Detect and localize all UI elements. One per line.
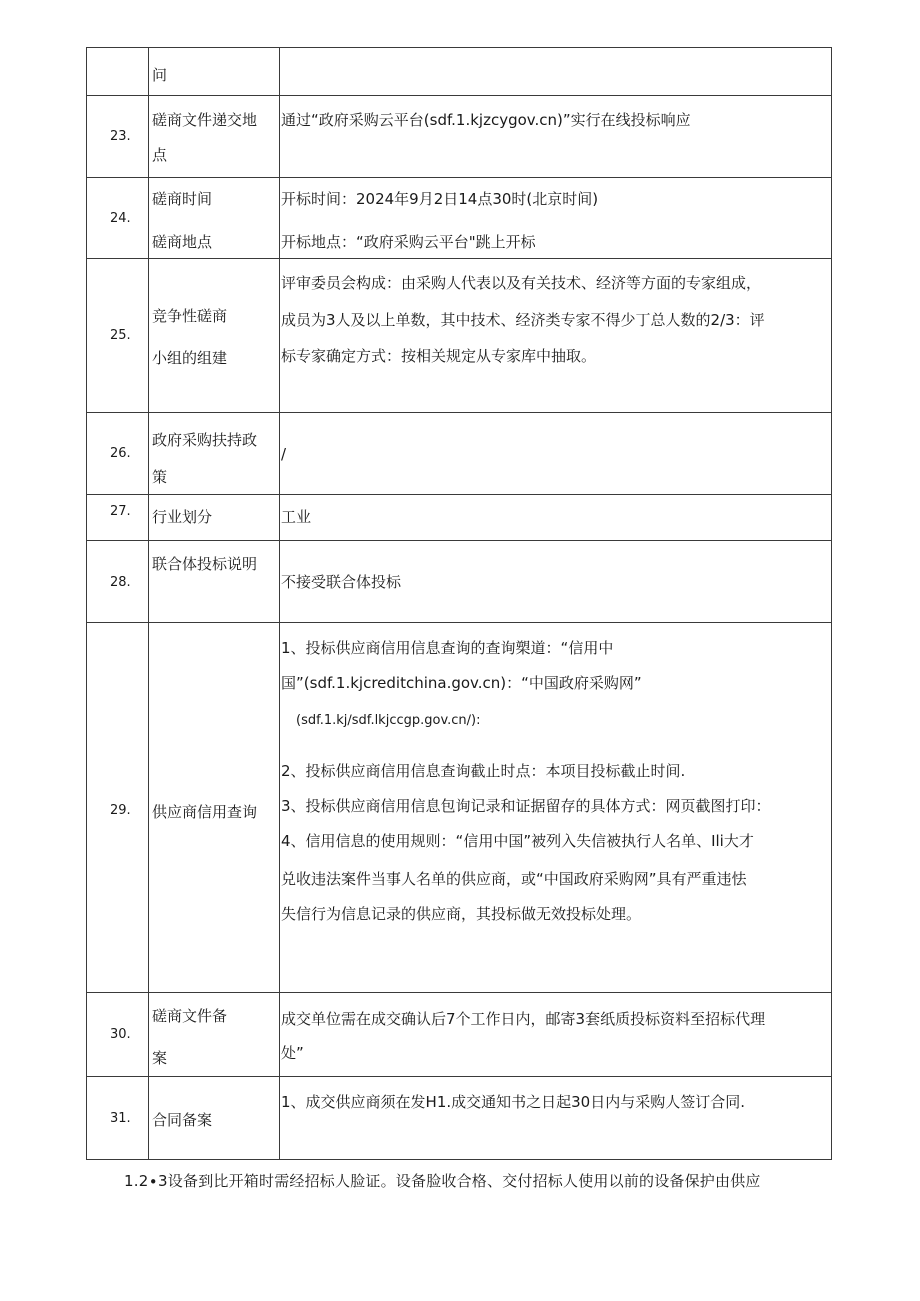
table-row: [87, 623, 832, 993]
row-number: 23.: [87, 96, 149, 178]
row-label: 供应商信用查询: [149, 623, 280, 993]
row-label: 磋商文件备 案: [149, 993, 280, 1077]
row-number: 30.: [87, 993, 149, 1077]
row-content: 1、成交供应商须在发H1.成交通知书之日起30日内与采购人签订合同.: [280, 1077, 832, 1160]
row-label: 行业划分: [149, 495, 280, 541]
row-content: 工业: [280, 495, 832, 541]
row-content: [280, 48, 832, 96]
row-number: 24.: [87, 178, 149, 259]
row-content: /: [280, 413, 832, 495]
table-row: [87, 48, 832, 96]
table-row: [87, 259, 832, 413]
row-label: 政府采购扶持政 策: [149, 413, 280, 495]
table-row: [87, 1077, 832, 1160]
footer-paragraph: 1.2∙3设备到比开箱时需经招标人脸证。设备脸收合格、交付招标人使用以前的设备保护由供应: [124, 1172, 761, 1190]
row-content: 不接受联合体投标: [280, 541, 832, 623]
row-content: 1、投标供应商信用信息查询的查询槊道：“信用中 国”(sdf.1.kjcreditchina.gov.cn)：“中国政府采购网” (sdf.1.kj∕sdf.lkjccgp.gov.cn∕): 2、投标供应商信用信息查询截止时点：本项目投标截止时间. 3、投标供应商信用信息包询记录和证据留存的具体方式：网页截图打印： 4、信用信息的使用规则：“信用中国”被列入失信被执行人名单、Ili大才 兑收违法案件当事人名单的供应商，或“中国政府采购网”具有严重违怯 失信行为信息记录的供应商，其投标做无效投标处理。: [280, 623, 832, 993]
row-number: 26.: [87, 413, 149, 495]
row-number: [87, 48, 149, 96]
row-number: 28.: [87, 541, 149, 623]
table-row: [87, 993, 832, 1077]
row-number: 27.: [87, 495, 149, 541]
row-content: 通过“政府采购云平台(sdf.1.kjzcygov.cn)”实行在线投标响应: [280, 96, 832, 178]
row-label: 竞争性磋商 小组的组建: [149, 259, 280, 413]
row-label: 问: [149, 48, 280, 96]
table-row: [87, 96, 832, 178]
table-row: [87, 413, 832, 495]
row-label: 磋商文件递交地 点: [149, 96, 280, 178]
row-label: 合同备案: [149, 1077, 280, 1160]
procurement-table: [86, 47, 832, 1160]
row-number: 31.: [87, 1077, 149, 1160]
row-content: 评审委员会构成：由采购人代表以及有关技术、经济等方面的专家组成， 成员为3人及以上单数，其中技术、经济类专家不得少丁总人数的2/3：评 标专家确定方式：按相关规定从专家库中抽取。: [280, 259, 832, 413]
row-content: 开标时间：2024年9月2日14点30时(北京时间) 开标地点：“政府采购云平台"跳上开标: [280, 178, 832, 259]
row-number: 25.: [87, 259, 149, 413]
table-row: [87, 541, 832, 623]
table-row: [87, 178, 832, 259]
row-label: 联合体投标说明: [149, 541, 280, 623]
row-label: 磋商时间 磋商地点: [149, 178, 280, 259]
table-row: [87, 495, 832, 541]
row-content: 成交单位需在成交确认后7个工作日内，邮寄3套纸质投标资料至招标代理 处”: [280, 993, 832, 1077]
row-number: 29.: [87, 623, 149, 993]
